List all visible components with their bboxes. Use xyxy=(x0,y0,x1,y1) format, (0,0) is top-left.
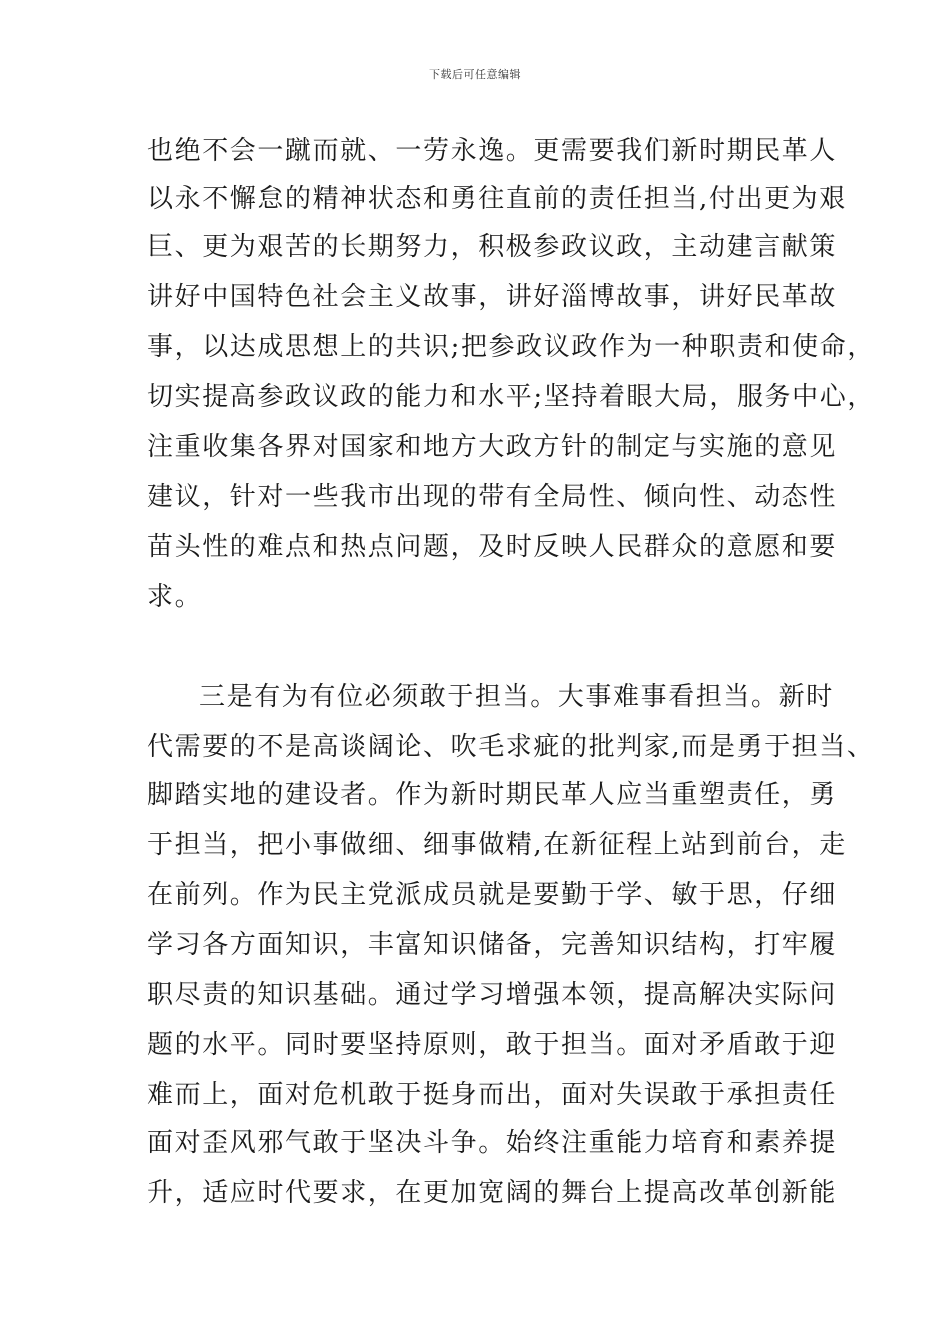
text-line: 脚踏实地的建设者。作为新时期民革人应当重塑责任，勇 xyxy=(147,780,838,810)
text-line: 事，以达成思想上的共识;把参政议政作为一种职责和使命， xyxy=(147,332,875,362)
text-line: 升，适应时代要求，在更加宽阔的舞台上提高改革创新能 xyxy=(147,1178,838,1208)
text-line: 建议，针对一些我市出现的带有全局性、倾向性、动态性 xyxy=(147,482,838,512)
text-line: 难而上，面对危机敢于挺身而出，面对失误敢于承担责任 xyxy=(147,1080,838,1110)
page-header: 下载后可任意编辑 xyxy=(429,68,521,81)
text-line: 注重收集各界对国家和地方大政方针的制定与实施的意见 xyxy=(147,432,838,462)
text-line: 代需要的不是高谈阔论、吹毛求疵的批判家,而是勇于担当、 xyxy=(147,732,875,762)
text-line: 以永不懈怠的精神状态和勇往直前的责任担当,付出更为艰 xyxy=(147,184,847,214)
text-line: 于担当，把小事做细、细事做精,在新征程上站到前台，走 xyxy=(147,830,847,860)
text-line: 巨、更为艰苦的长期努力，积极参政议政，主动建言献策 xyxy=(147,232,838,262)
text-line: 职尽责的知识基础。通过学习增强本领，提高解决实际问 xyxy=(147,980,838,1010)
text-line: 三是有为有位必须敢于担当。大事难事看担当。新时 xyxy=(199,682,834,712)
text-line: 也绝不会一蹴而就、一劳永逸。更需要我们新时期民革人 xyxy=(147,136,838,166)
text-line: 切实提高参政议政的能力和水平;坚持着眼大局，服务中心， xyxy=(147,382,875,412)
text-line: 学习各方面知识，丰富知识储备，完善知识结构，打牢履 xyxy=(147,930,838,960)
text-line: 题的水平。同时要坚持原则，敢于担当。面对矛盾敢于迎 xyxy=(147,1030,838,1060)
text-line: 面对歪风邪气敢于坚决斗争。始终注重能力培育和素养提 xyxy=(147,1128,838,1158)
text-line: 讲好中国特色社会主义故事，讲好淄博故事，讲好民革故 xyxy=(147,282,838,312)
text-line: 求。 xyxy=(147,582,203,612)
text-line: 苗头性的难点和热点问题，及时反映人民群众的意愿和要 xyxy=(147,532,838,562)
text-line: 在前列。作为民主党派成员就是要勤于学、敏于思，仔细 xyxy=(147,880,838,910)
